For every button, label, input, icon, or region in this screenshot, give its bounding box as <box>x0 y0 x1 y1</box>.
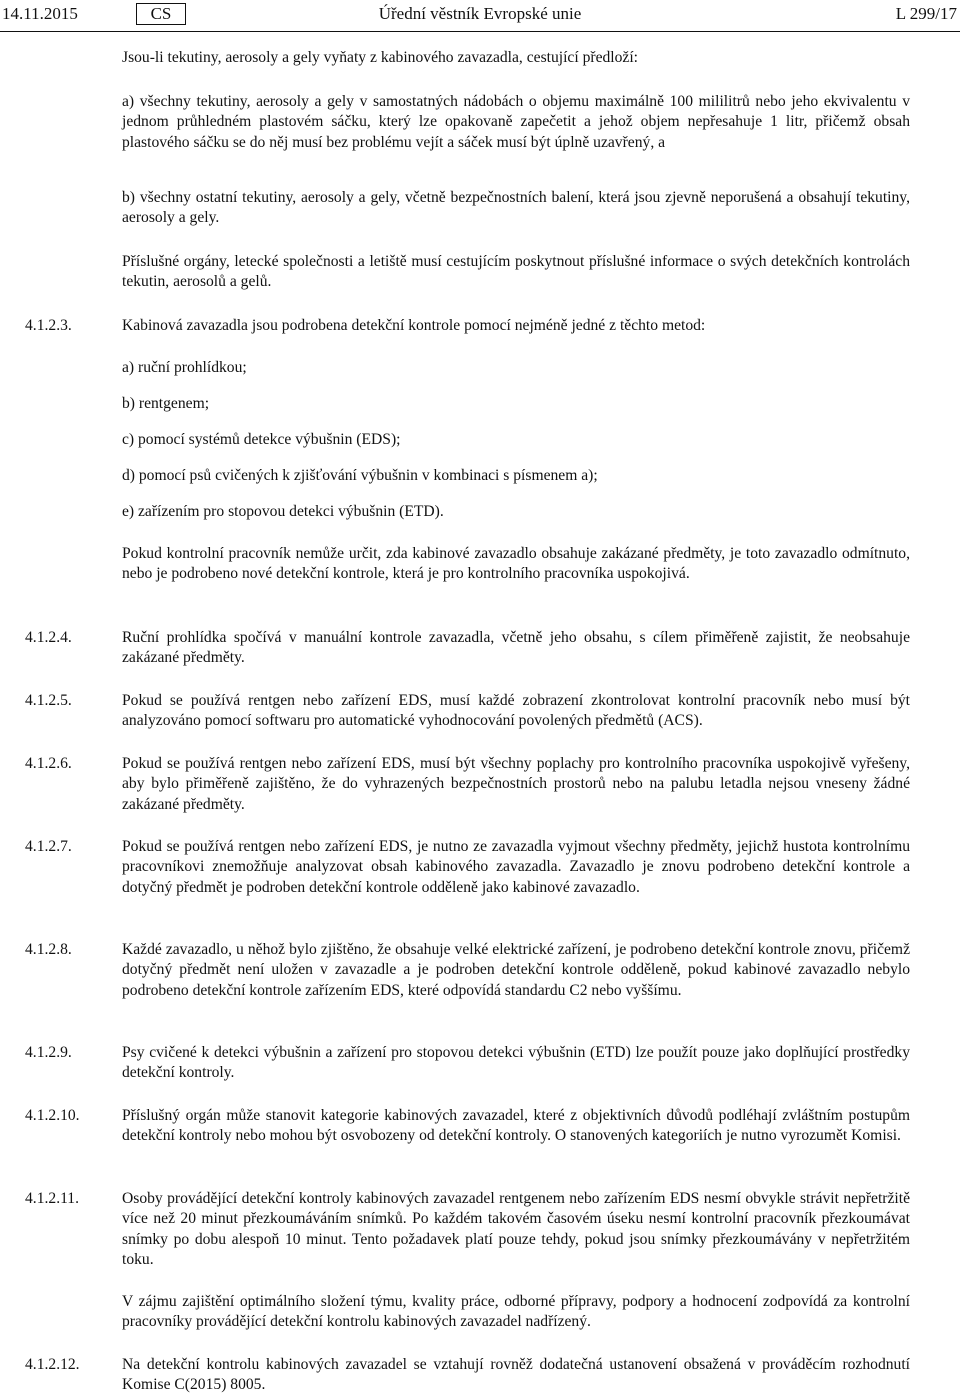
language-badge: CS <box>136 3 186 25</box>
section-text: Na detekční kontrolu kabinových zavazadel se vztahují rovněž dodatečná ustanovení obsažená v prováděcím rozhodnutí Komise C(2015) 8005. <box>122 1356 910 1394</box>
page-number: L 299/17 <box>895 4 957 23</box>
section-number: 4.1.2.6. <box>25 755 72 772</box>
authorities-paragraph: Příslušné orgány, letecké společnosti a letiště musí cestujícím poskytnout příslušné informace o svých detekčních kontrolách tekutin, aerosolů a gelů. <box>122 253 910 291</box>
team-note-paragraph: V zájmu zajištění optimálního složení týmu, kvality práce, odborné přípravy, podpory a hodnocení zodpovídá za kontrolní pracovníky provádějící detekční kontrolu kabinových zavazadel nadřízený. <box>122 1293 910 1331</box>
section-text: Pokud se používá rentgen nebo zařízení EDS, musí být všechny poplachy pro kontrolního pracovníka uspokojivě vyřešeny, aby bylo přiměřeně zajištěno, že do vyhrazených bezpečnostních prostorů nebo na palubu letadla nejsou vneseny žádné zakázané předměty. <box>122 755 910 813</box>
section-number: 4.1.2.5. <box>25 692 72 709</box>
section-number: 4.1.2.12. <box>25 1356 80 1373</box>
publication-date: 14.11.2015 <box>2 4 78 23</box>
section-text: Příslušný orgán může stanovit kategorie kabinových zavazadel, které z objektivních důvodů podléhají zvláštním postupům detekční kontroly nebo mohou být osvobozeny od detekční kontroly. O stanovených kategoriích je nutno vyrozumět Komisi. <box>122 1107 910 1145</box>
list-item-liquids-a: a) všechny tekutiny, aerosoly a gely v samostatných nádobách o objemu maximálně 100 mililitrů nebo jeho ekvivalentu v jednom průhledném plastovém sáčku, který lze opakovaně zapečetit a jehož objem nepřesahuje 1 litr, přičemž obsah plastového sáčku se do něj musí bez problému vejít a sáček musí být úplně uzavřený, a <box>122 93 910 151</box>
page-header <box>0 3 960 27</box>
section-text: Pokud se používá rentgen nebo zařízení EDS, je nutno ze zavazadla vyjmout všechny předměty, jejichž hustota kontrolnímu pracovníkovi znemožňuje analyzovat obsah kabinového zavazadla. Zavazadlo je znovu podrobeno detekční kontrole a dotyčný předmět je podroben detekční kontrole odděleně jako kabinové zavazadlo. <box>122 838 910 896</box>
section-number: 4.1.2.11. <box>25 1190 79 1207</box>
section-number: 4.1.2.10. <box>25 1107 80 1124</box>
header-rule <box>0 31 960 32</box>
section-text: Pokud se používá rentgen nebo zařízení EDS, musí každé zobrazení zkontrolovat kontrolní pracovník nebo musí být analyzováno pomocí softwaru pro automatické vyhodnocování povolených předmětů (ACS). <box>122 692 910 730</box>
method-item: e) zařízením pro stopovou detekci výbušnin (ETD). <box>122 503 444 520</box>
section-text: Kabinová zavazadla jsou podrobena detekční kontrole pomocí nejméně jedné z těchto metod: <box>122 317 706 334</box>
section-number: 4.1.2.9. <box>25 1044 72 1061</box>
list-item-liquids-b: b) všechny ostatní tekutiny, aerosoly a gely, včetně bezpečnostních balení, která jsou zjevně neporušená a obsahují tekutiny, aerosoly a gely. <box>122 189 910 227</box>
method-item: d) pomocí psů cvičených k zjišťování výbušnin v kombinaci s písmenem a); <box>122 467 598 484</box>
journal-title: Úřední věstník Evropské unie <box>378 4 582 23</box>
section-text: Každé zavazadlo, u něhož bylo zjištěno, že obsahuje velké elektrické zařízení, je podrobeno detekční kontrole znovu, přičemž dotyčný předmět není uložen v zavazadle a je podroben detekční kontrole odděleně, pokud kabinové zavazadlo nebylo podrobeno detekční kontrole zařízením EDS, které odpovídá standardu C2 nebo vyššímu. <box>122 941 910 999</box>
section-number: 4.1.2.7. <box>25 838 72 855</box>
method-item: b) rentgenem; <box>122 395 210 412</box>
intro-paragraph: Jsou-li tekutiny, aerosoly a gely vyňaty z kabinového zavazadla, cestující předloží: <box>122 49 639 66</box>
section-number: 4.1.2.3. <box>25 317 72 334</box>
officer-note-paragraph: Pokud kontrolní pracovník nemůže určit, zda kabinové zavazadlo obsahuje zakázané předměty, je toto zavazadlo odmítnuto, nebo je podrobeno nové detekční kontrole, která je pro kontrolního pracovníka uspokojivá. <box>122 545 910 583</box>
section-text: Ruční prohlídka spočívá v manuální kontrole zavazadla, včetně jeho obsahu, s cílem přiměřeně zajistit, že neobsahuje zakázané předměty. <box>122 629 910 667</box>
section-text: Psy cvičené k detekci výbušnin a zařízení pro stopovou detekci výbušnin (ETD) lze použít pouze jako doplňující prostředky detekční kontroly. <box>122 1044 910 1082</box>
section-number: 4.1.2.8. <box>25 941 72 958</box>
section-text: Osoby provádějící detekční kontroly kabinových zavazadel rentgenem nebo zařízením EDS nesmí obvykle strávit nepřetržitě více než 20 minut přezkoumáváním snímků. Po každém takovém časovém úseku nesmí kontrolní pracovník přezkoumávat snímky po dobu alespoň 10 minut. Tento požadavek platí pouze tehdy, pokud jsou snímky přezkoumávány v nepřetržitém toku. <box>122 1190 910 1268</box>
method-item: c) pomocí systémů detekce výbušnin (EDS); <box>122 431 401 448</box>
section-number: 4.1.2.4. <box>25 629 72 646</box>
method-item: a) ruční prohlídkou; <box>122 359 247 376</box>
